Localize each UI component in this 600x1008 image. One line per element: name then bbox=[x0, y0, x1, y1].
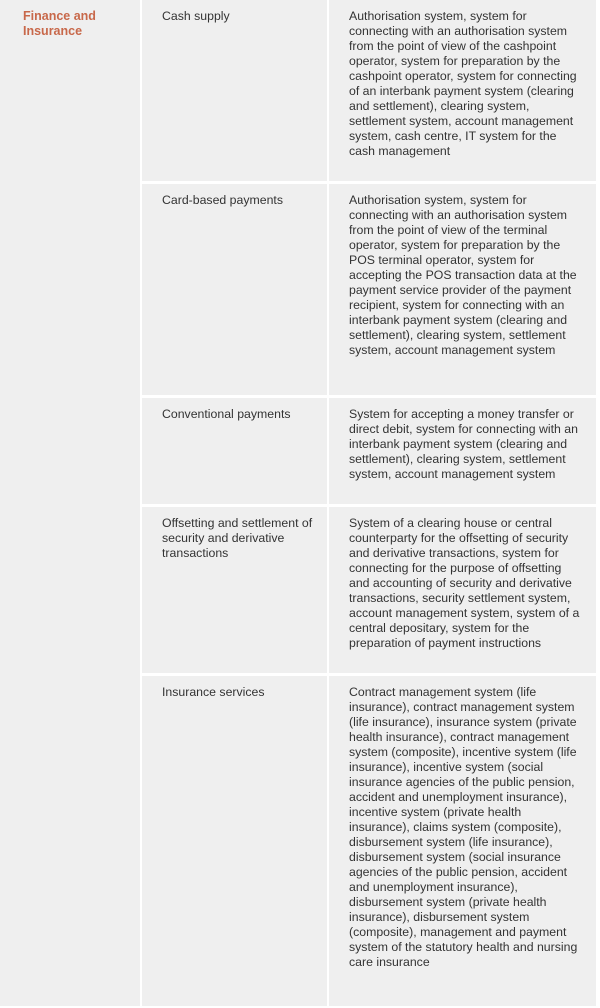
systems-description: Authorisation system, system for connecting with an authorisation system from the point of view of the terminal operator, system for preparation by the POS terminal operator, system for accepting the POS transaction data at the payment service provider of the payment recipient, system for connecting with an interbank payment system (clearing and settlement), clearing system, settlement system, account management system bbox=[349, 193, 577, 357]
table-row-systems-cell bbox=[329, 398, 596, 504]
table-row-systems-cell bbox=[329, 676, 596, 1006]
systems-description: Contract management system (life insurance), contract management system (life insurance), insurance system (private health insurance), contract management system (composite), incentive system (life insurance), incentive system (social insurance agencies of the public pension, accident and unemployment insurance), incentive system (private health insurance), claims system (composite), disbursement system (life insurance), disbursement system (social insurance agencies of the public pension, accident and unemployment insurance), disbursement system (private health insurance), disbursement system (composite), management and payment system of the statutory health and nursing care insurance bbox=[349, 685, 578, 969]
service-area-label: Insurance services bbox=[162, 685, 265, 699]
table-row-systems-cell bbox=[329, 184, 596, 395]
table-row-area-cell bbox=[142, 0, 327, 181]
service-area-label: Cash supply bbox=[162, 9, 230, 23]
table-row-area-cell bbox=[142, 676, 327, 1006]
systems-description: System for accepting a money transfer or direct debit, system for connecting with an interbank payment system (clearing and settlement), clearing system, settlement system, account management system bbox=[349, 407, 578, 481]
systems-description: System of a clearing house or central counterparty for the offsetting of security and derivative transactions, system for connecting for the purpose of offsetting and accounting of security and derivative transactions, security settlement system, account management system, system of a central depositary, system for the preparation of payment instructions bbox=[349, 516, 580, 650]
table-row-area-cell bbox=[142, 507, 327, 673]
service-area-label: Conventional payments bbox=[162, 407, 291, 421]
table-row-systems-cell bbox=[329, 0, 596, 181]
sector-label: Finance and Insurance bbox=[23, 9, 96, 38]
sector-cell bbox=[0, 0, 140, 1006]
table-row-area-cell bbox=[142, 398, 327, 504]
table-row-area-cell bbox=[142, 184, 327, 395]
service-area-label: Card-based payments bbox=[162, 193, 283, 207]
service-area-label: Offsetting and settlement of security and derivative transactions bbox=[162, 516, 313, 560]
table-row-systems-cell bbox=[329, 507, 596, 673]
systems-description: Authorisation system, system for connecting with an authorisation system from the point of view of the cashpoint operator, system for preparation by the cashpoint operator, system for connecting of an interbank payment system (clearing and settlement), clearing system, settlement system, account management system, cash centre, IT system for the cash management bbox=[349, 9, 577, 158]
